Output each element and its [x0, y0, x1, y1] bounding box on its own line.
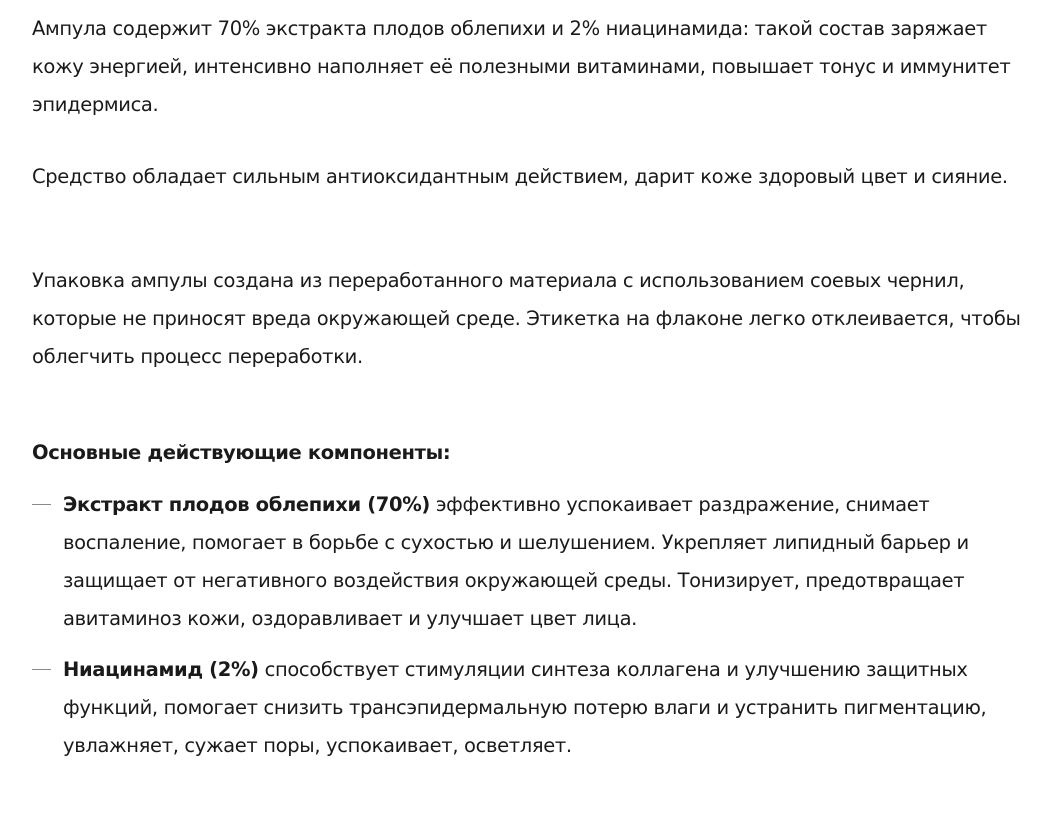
packaging-paragraph: Упаковка ампулы создана из переработанного материала с использованием соевых чернил, которые не приносят вреда окружающей среде. Этикетка на флаконе легко отклеивается, чтобы облегчить процесс переработки. [32, 269, 1021, 368]
description-paragraph: Средство обладает сильным антиоксидантным действием, дарит коже здоровый цвет и сияние. [32, 165, 1008, 188]
component-description: эффективно успокаивает раздражение, снимает воспаление, помогает в борьбе с сухостью и шелушением. Укрепляет липидный барьер и защищает от негативного воздействия окружающей среды. Тонизирует, предотвращает авитаминоз кожи, оздоравливает и улучшает цвет лица. [63, 493, 969, 630]
component-item [32, 651, 1040, 765]
component-description: способствует стимуляции синтеза коллагена и улучшению защитных функций, помогает снизить трансэпидермальную потерю влаги и устранить пигментацию, увлажняет, сужает поры, успокаивает, осветляет. [63, 658, 987, 757]
dash-bullet-icon [32, 504, 51, 505]
components-list [32, 486, 1040, 765]
component-name: Экстракт плодов облепихи (70%) [63, 493, 430, 516]
dash-bullet-icon [32, 669, 51, 670]
component-item [32, 486, 1040, 638]
component-name: Ниацинамид (2%) [63, 658, 259, 681]
product-description [32, 10, 1040, 765]
description-paragraph: Ампула содержит 70% экстракта плодов облепихи и 2% ниацинамида: такой состав заряжает кожу энергией, интенсивно наполняет её полезными витаминами, повышает тонус и иммунитет эпидермиса. [32, 17, 1011, 116]
components-heading: Основные действующие компоненты: [32, 441, 451, 464]
